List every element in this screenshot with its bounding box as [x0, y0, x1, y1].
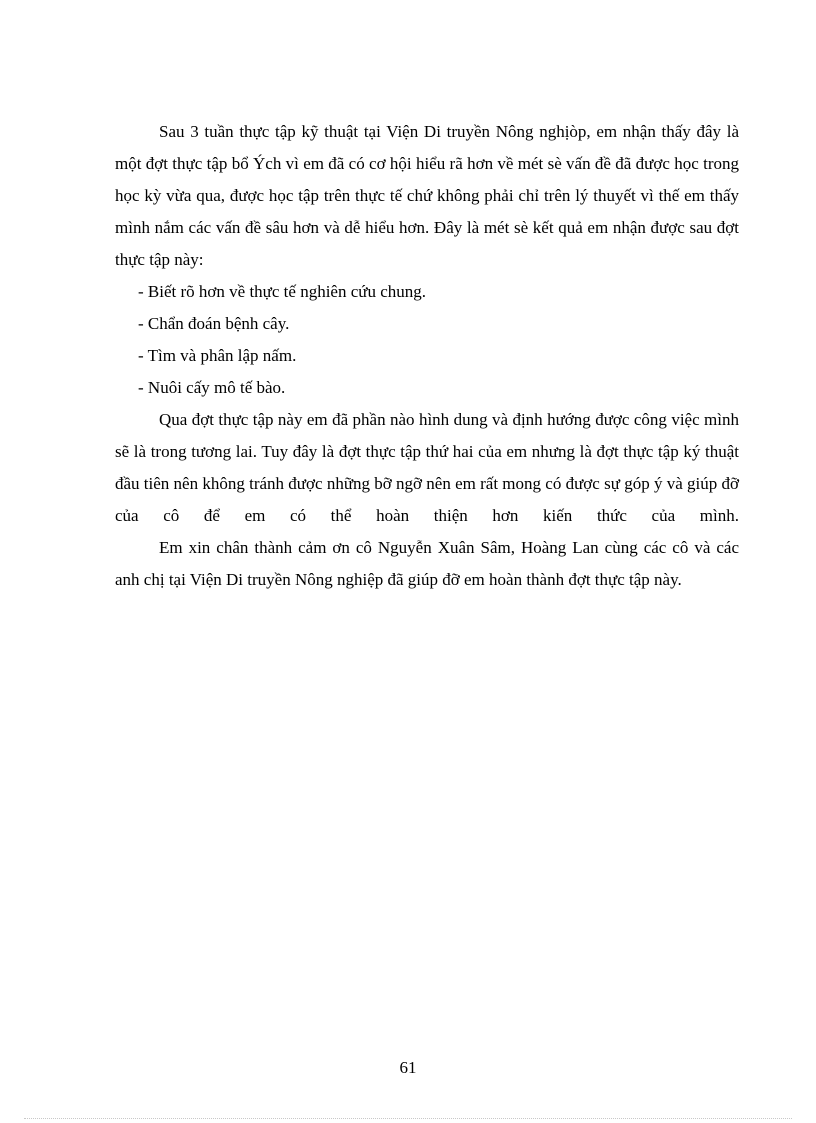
- paragraph-orientation: Qua đợt thực tập này em đã phần nào hình dung và định hướng được công việc mình sẽ là trong tương lai. Tuy đây là đợt thực tập thứ hai của em nhưng là đợt thực tập ký thuật đầu tiên nên không tránh được những bỡ ngỡ nên em rất mong có được sự góp ý và giúp đỡ của cô để em có thể hoàn thiện hơn kiến thức của mình.: [115, 410, 739, 525]
- body-text: [115, 116, 739, 596]
- list-item: - Chẩn đoán bệnh cây.: [138, 314, 290, 333]
- paragraph-thanks: Em xin chân thành cảm ơn cô Nguyễn Xuân Sâm, Hoàng Lan cùng các cô và các anh chị tại Viện Di truyền Nông nghiệp đã giúp đỡ em hoàn thành đợt thực tập này.: [115, 538, 739, 589]
- list-item: - Nuôi cấy mô tế bào.: [138, 378, 286, 397]
- paragraph-results-intro: Sau 3 tuần thực tập kỹ thuật tại Viện Di truyền Nông nghịòp, em nhận thấy đây là một đợt thực tập bổ Ých vì em đã có cơ hội hiểu rã hơn về mét sè vấn đề đã được học trong học kỳ vừa qua, được học tập trên thực tế chứ không phải chỉ trên lý thuyết vì thế em thấy mình nắm các vấn đề sâu hơn và dễ hiểu hơn. Đây là mét sè kết quả em nhận được sau đợt thực tập này:: [115, 122, 739, 269]
- page-number: 61: [399, 1058, 417, 1077]
- list-item: - Tìm và phân lập nấm.: [138, 346, 297, 365]
- results-list: [115, 276, 739, 404]
- footer-divider: [24, 1118, 792, 1119]
- list-item: - Biết rõ hơn về thực tế nghiên cứu chung.: [138, 282, 427, 301]
